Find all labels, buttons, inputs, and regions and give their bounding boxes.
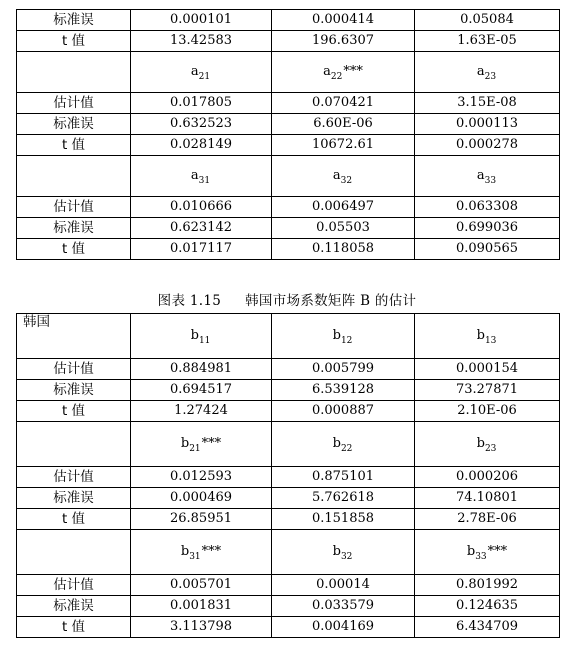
coefficient-header: $a_{21}$ bbox=[131, 52, 272, 93]
table-row bbox=[17, 359, 560, 380]
row-label: t 值 bbox=[17, 135, 131, 156]
row-label: 估计值 bbox=[17, 575, 131, 596]
corner-cell bbox=[17, 156, 131, 197]
cell-value: 0.801992 bbox=[415, 575, 560, 596]
table-row bbox=[17, 10, 560, 31]
row-label: 标准误 bbox=[17, 114, 131, 135]
cell-value: 0.884981 bbox=[131, 359, 272, 380]
row-label: 标准误 bbox=[17, 596, 131, 617]
cell-value: 0.005799 bbox=[272, 359, 415, 380]
coefficient-header: $a_{23}$ bbox=[415, 52, 560, 93]
coefficient-header: $b_{33}***$ bbox=[415, 530, 560, 575]
table-row bbox=[17, 401, 560, 422]
cell-value: 196.6307 bbox=[272, 31, 415, 52]
table-row bbox=[17, 114, 560, 135]
cell-value: 73.27871 bbox=[415, 380, 560, 401]
coefficient-header: $b_{22}$ bbox=[272, 422, 415, 467]
row-label: 估计值 bbox=[17, 467, 131, 488]
cell-value: 0.000278 bbox=[415, 135, 560, 156]
cell-value: 0.875101 bbox=[272, 467, 415, 488]
cell-value: 3.15E-08 bbox=[415, 93, 560, 114]
cell-value: 1.63E-05 bbox=[415, 31, 560, 52]
corner-cell bbox=[17, 422, 131, 467]
cell-value: 5.762618 bbox=[272, 488, 415, 509]
cell-value: 6.60E-06 bbox=[272, 114, 415, 135]
cell-value: 0.017805 bbox=[131, 93, 272, 114]
table-row bbox=[17, 31, 560, 52]
coefficient-header: $a_{33}$ bbox=[415, 156, 560, 197]
cell-value: 0.005701 bbox=[131, 575, 272, 596]
table-row bbox=[17, 617, 560, 638]
cell-value: 0.006497 bbox=[272, 197, 415, 218]
cell-value: 0.070421 bbox=[272, 93, 415, 114]
cell-value: 3.113798 bbox=[131, 617, 272, 638]
coefficient-header: $a_{22}***$ bbox=[272, 52, 415, 93]
cell-value: 0.028149 bbox=[131, 135, 272, 156]
row-label: 估计值 bbox=[17, 197, 131, 218]
cell-value: 13.42583 bbox=[131, 31, 272, 52]
cell-value: 0.124635 bbox=[415, 596, 560, 617]
coefficient-header: $b_{13}$ bbox=[415, 314, 560, 359]
cell-value: 2.78E-06 bbox=[415, 509, 560, 530]
cell-value: 0.033579 bbox=[272, 596, 415, 617]
row-label: t 值 bbox=[17, 617, 131, 638]
row-label: 估计值 bbox=[17, 93, 131, 114]
caption-number: 图表 1.15 bbox=[157, 293, 222, 309]
coefficient-header: $a_{31}$ bbox=[131, 156, 272, 197]
cell-value: 0.000469 bbox=[131, 488, 272, 509]
coefficient-header: $b_{32}$ bbox=[272, 530, 415, 575]
cell-value: 0.010666 bbox=[131, 197, 272, 218]
table-row bbox=[17, 197, 560, 218]
cell-value: 0.090565 bbox=[415, 239, 560, 260]
corner-cell bbox=[17, 52, 131, 93]
cell-value: 0.000206 bbox=[415, 467, 560, 488]
row-label: t 值 bbox=[17, 31, 131, 52]
coefficient-header-row bbox=[17, 530, 560, 575]
coefficient-header: $b_{21}***$ bbox=[131, 422, 272, 467]
coefficient-header: $b_{11}$ bbox=[131, 314, 272, 359]
corner-cell bbox=[17, 530, 131, 575]
cell-value: 0.699036 bbox=[415, 218, 560, 239]
cell-value: 0.004169 bbox=[272, 617, 415, 638]
table-row bbox=[17, 488, 560, 509]
cell-value: 6.434709 bbox=[415, 617, 560, 638]
row-label: 标准误 bbox=[17, 10, 131, 31]
cell-value: 74.10801 bbox=[415, 488, 560, 509]
corner-cell: 韩国 bbox=[17, 314, 131, 359]
cell-value: 0.632523 bbox=[131, 114, 272, 135]
cell-value: 0.000887 bbox=[272, 401, 415, 422]
cell-value: 0.017117 bbox=[131, 239, 272, 260]
coefficient-table-a bbox=[16, 9, 560, 260]
coefficient-header-row bbox=[17, 314, 560, 359]
coefficient-header: $b_{23}$ bbox=[415, 422, 560, 467]
table-row bbox=[17, 218, 560, 239]
cell-value: 0.063308 bbox=[415, 197, 560, 218]
table-row bbox=[17, 467, 560, 488]
table-caption bbox=[0, 292, 574, 310]
row-label: 估计值 bbox=[17, 359, 131, 380]
row-label: 标准误 bbox=[17, 218, 131, 239]
table-row bbox=[17, 509, 560, 530]
table-row bbox=[17, 239, 560, 260]
cell-value: 0.05503 bbox=[272, 218, 415, 239]
cell-value: 26.85951 bbox=[131, 509, 272, 530]
coefficient-header-row bbox=[17, 156, 560, 197]
cell-value: 0.151858 bbox=[272, 509, 415, 530]
cell-value: 0.000414 bbox=[272, 10, 415, 31]
cell-value: 2.10E-06 bbox=[415, 401, 560, 422]
row-label: 标准误 bbox=[17, 488, 131, 509]
cell-value: 10672.61 bbox=[272, 135, 415, 156]
cell-value: 0.012593 bbox=[131, 467, 272, 488]
caption-title: 韩国市场系数矩阵 B 的估计 bbox=[245, 293, 417, 309]
coefficient-table-b bbox=[16, 313, 560, 638]
coefficient-header: $b_{31}***$ bbox=[131, 530, 272, 575]
cell-value: 0.623142 bbox=[131, 218, 272, 239]
cell-value: 0.00014 bbox=[272, 575, 415, 596]
coefficient-header: $b_{12}$ bbox=[272, 314, 415, 359]
row-label: t 值 bbox=[17, 401, 131, 422]
table-row bbox=[17, 93, 560, 114]
cell-value: 6.539128 bbox=[272, 380, 415, 401]
table-row bbox=[17, 380, 560, 401]
table-row bbox=[17, 135, 560, 156]
cell-value: 0.05084 bbox=[415, 10, 560, 31]
coefficient-header-row bbox=[17, 52, 560, 93]
row-label: t 值 bbox=[17, 239, 131, 260]
cell-value: 1.27424 bbox=[131, 401, 272, 422]
cell-value: 0.000101 bbox=[131, 10, 272, 31]
table-row bbox=[17, 596, 560, 617]
cell-value: 0.118058 bbox=[272, 239, 415, 260]
row-label: 标准误 bbox=[17, 380, 131, 401]
coefficient-header-row bbox=[17, 422, 560, 467]
cell-value: 0.000113 bbox=[415, 114, 560, 135]
cell-value: 0.694517 bbox=[131, 380, 272, 401]
coefficient-header: $a_{32}$ bbox=[272, 156, 415, 197]
cell-value: 0.000154 bbox=[415, 359, 560, 380]
row-label: t 值 bbox=[17, 509, 131, 530]
table-row bbox=[17, 575, 560, 596]
cell-value: 0.001831 bbox=[131, 596, 272, 617]
